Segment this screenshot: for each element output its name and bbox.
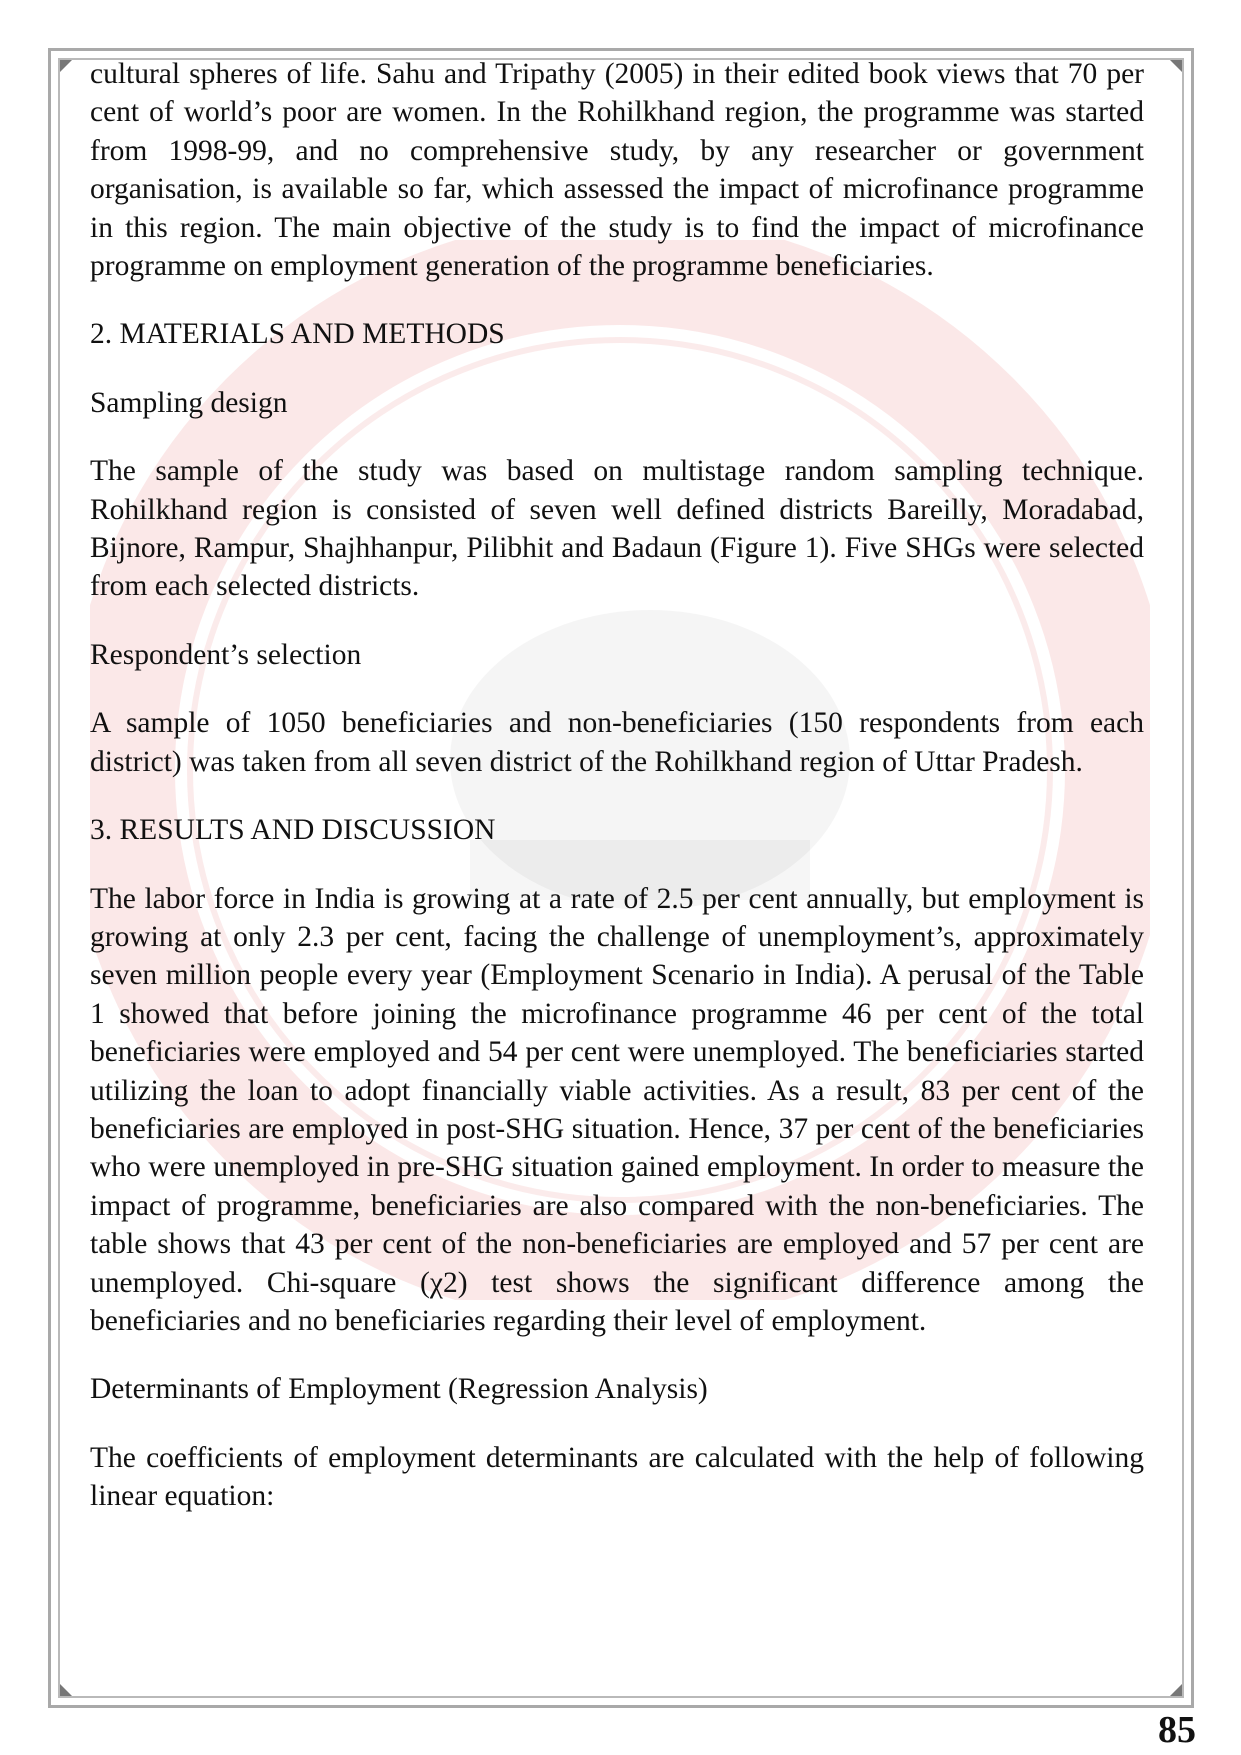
- page-content: [90, 55, 1144, 1546]
- sampling-paragraph: The sample of the study was based on multistage random sampling technique. Rohilkhand region is consisted of seven well defined districts Bareilly, Moradabad, Bijnore, Rampur, Shajhhanpur, Pilibhit and Badaun (Figure 1). Five SHGs were selected from each selected districts.: [90, 455, 1144, 603]
- subheading-determinants: Determinants of Employment (Regression Analysis): [90, 1373, 708, 1406]
- page-number: 85: [1158, 1709, 1196, 1751]
- subheading-respondent-selection: Respondent’s selection: [90, 638, 362, 671]
- frame-corner-top-left: [60, 60, 72, 72]
- frame-corner-bottom-left: [60, 1684, 72, 1696]
- section-heading-results-discussion: 3. RESULTS AND DISCUSSION: [90, 814, 496, 847]
- section-heading-materials-methods: 2. MATERIALS AND METHODS: [90, 318, 505, 351]
- frame-corner-bottom-right: [1170, 1684, 1182, 1696]
- results-paragraph: The labor force in India is growing at a rate of 2.5 per cent annually, but employment is growing at only 2.3 per cent, facing the challenge of unemployment’s, approximately seven million people every year (Employment Scenario in India). A perusal of the Table 1 showed that before joining the microfinance programme 46 per cent of the total beneficiaries were employed and 54 per cent were unemployed. The beneficiaries started utilizing the loan to adopt financially viable activities. As a result, 83 per cent of the beneficiaries are employed in post-SHG situation. Hence, 37 per cent of the beneficiaries who were unemployed in pre-SHG situation gained employment. In order to measure the impact of programme, beneficiaries are also compared with the non-beneficiaries. The table shows that 43 per cent of the non-beneficiaries are employed and 57 per cent are unemployed. Chi-square (χ2) test shows the significant difference among the beneficiaries and no beneficiaries regarding their level of employment.: [90, 882, 1144, 1337]
- respondents-paragraph: A sample of 1050 beneficiaries and non-beneficiaries (150 respondents from each district) was taken from all seven district of the Rohilkhand region of Uttar Pradesh.: [90, 707, 1144, 778]
- coefficients-paragraph: The coefficients of employment determinants are calculated with the help of following linear equation:: [90, 1441, 1144, 1513]
- intro-paragraph: cultural spheres of life. Sahu and Tripathy (2005) in their edited book views that 70 per cent of world’s poor are women. In the Rohilkhand region, the programme was started from 1998-99, and no comprehensive study, by any researcher or government organisation, is available so far, which assessed the impact of microfinance programme in this region. The main objective of the study is to find the impact of microfinance programme on employment generation of the programme beneficiaries.: [90, 58, 1144, 283]
- subheading-sampling-design: Sampling design: [90, 386, 288, 419]
- frame-corner-top-right: [1170, 60, 1182, 72]
